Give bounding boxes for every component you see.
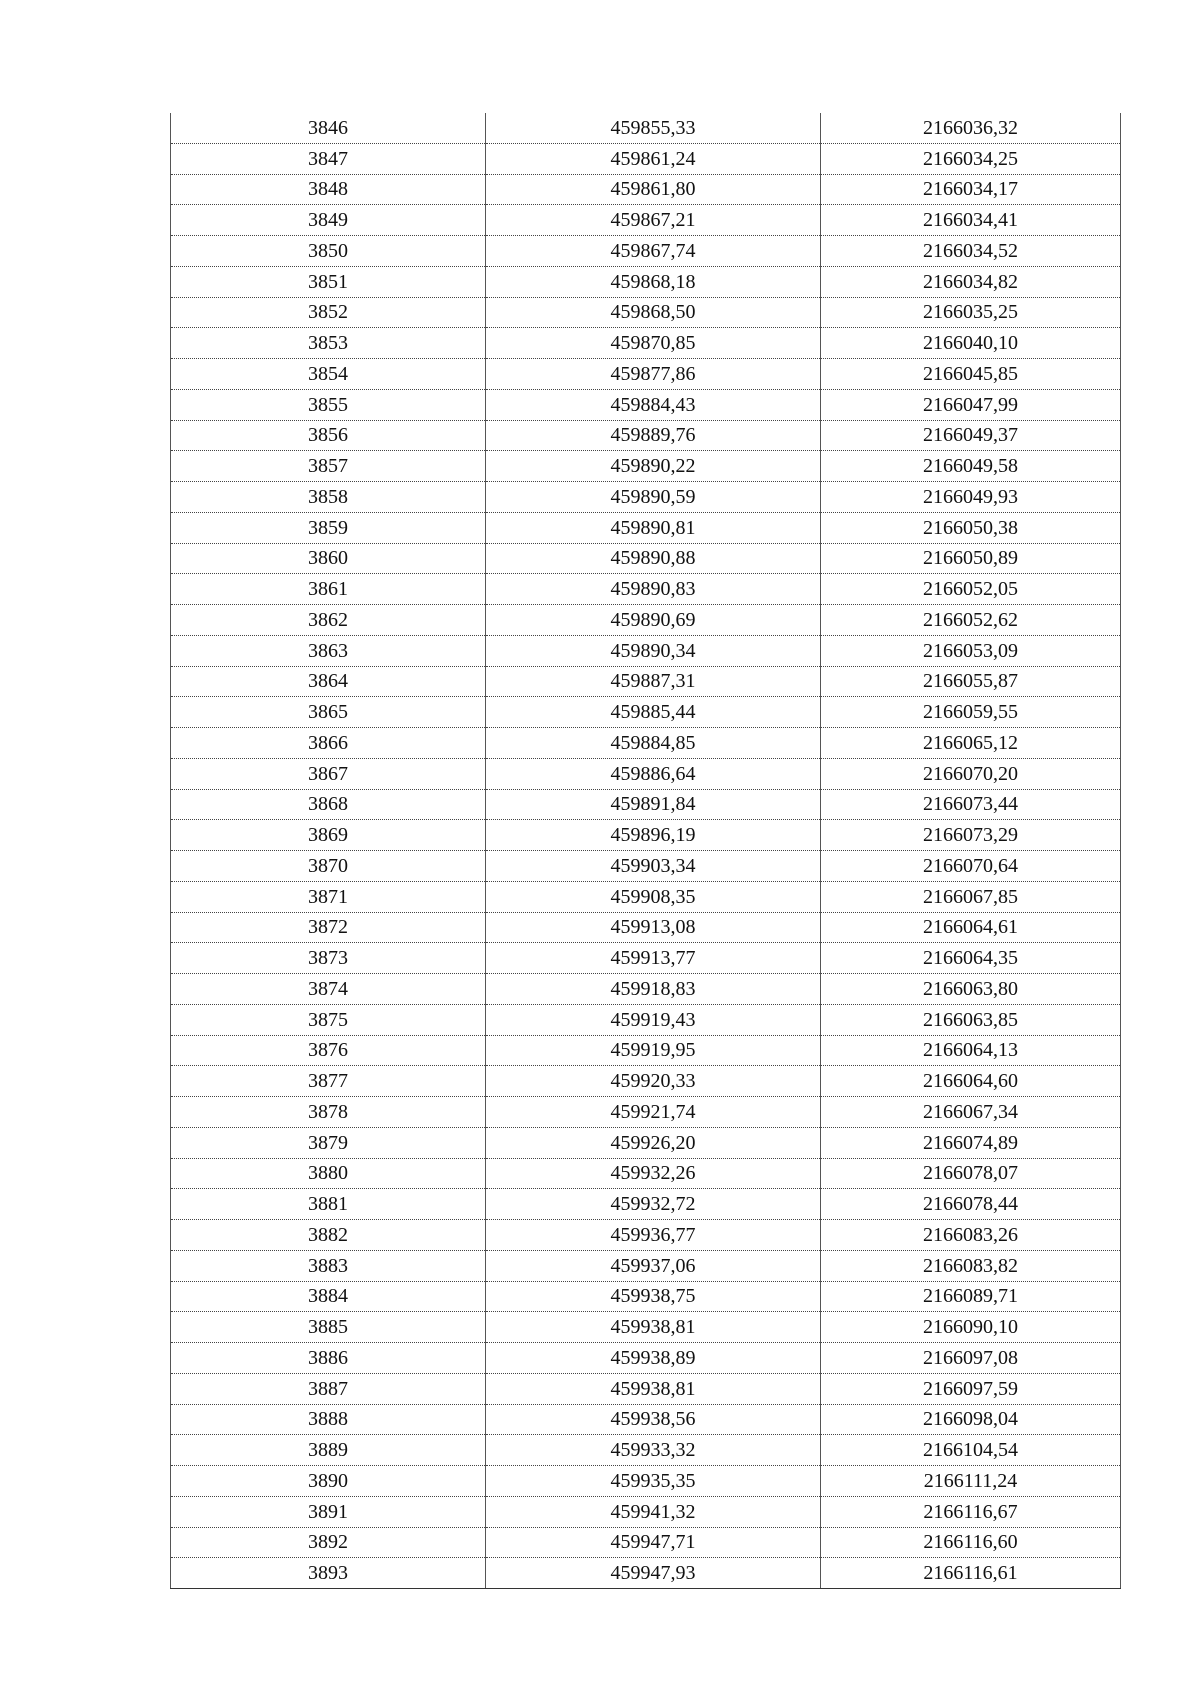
point-number-cell: 3853 — [171, 328, 486, 359]
point-number-cell: 3851 — [171, 266, 486, 297]
y-coordinate-cell: 2166034,82 — [821, 266, 1121, 297]
table-row — [171, 1189, 1121, 1220]
point-number-cell: 3860 — [171, 543, 486, 574]
point-number-cell: 3886 — [171, 1343, 486, 1374]
y-coordinate-cell: 2166047,99 — [821, 389, 1121, 420]
y-coordinate-cell: 2166040,10 — [821, 328, 1121, 359]
point-number-cell: 3887 — [171, 1373, 486, 1404]
y-coordinate-cell: 2166064,61 — [821, 912, 1121, 943]
table-row — [171, 728, 1121, 759]
table-row — [171, 205, 1121, 236]
point-number-cell: 3875 — [171, 1004, 486, 1035]
table-row — [171, 943, 1121, 974]
y-coordinate-cell: 2166064,13 — [821, 1035, 1121, 1066]
table-row — [171, 451, 1121, 482]
y-coordinate-cell: 2166050,89 — [821, 543, 1121, 574]
table-row — [171, 1127, 1121, 1158]
table-row — [171, 1435, 1121, 1466]
y-coordinate-cell: 2166034,17 — [821, 174, 1121, 205]
x-coordinate-cell: 459921,74 — [486, 1097, 821, 1128]
point-number-cell: 3852 — [171, 297, 486, 328]
x-coordinate-cell: 459868,18 — [486, 266, 821, 297]
table-row — [171, 1220, 1121, 1251]
point-number-cell: 3847 — [171, 143, 486, 174]
y-coordinate-cell: 2166049,37 — [821, 420, 1121, 451]
point-number-cell: 3890 — [171, 1466, 486, 1497]
x-coordinate-cell: 459918,83 — [486, 974, 821, 1005]
table-row — [171, 543, 1121, 574]
x-coordinate-cell: 459938,56 — [486, 1404, 821, 1435]
y-coordinate-cell: 2166073,29 — [821, 820, 1121, 851]
table-row — [171, 1250, 1121, 1281]
table-row — [171, 389, 1121, 420]
point-number-cell: 3870 — [171, 851, 486, 882]
y-coordinate-cell: 2166035,25 — [821, 297, 1121, 328]
x-coordinate-cell: 459947,93 — [486, 1558, 821, 1589]
y-coordinate-cell: 2166098,04 — [821, 1404, 1121, 1435]
y-coordinate-cell: 2166083,82 — [821, 1250, 1121, 1281]
x-coordinate-cell: 459932,26 — [486, 1158, 821, 1189]
x-coordinate-cell: 459941,32 — [486, 1496, 821, 1527]
y-coordinate-cell: 2166078,44 — [821, 1189, 1121, 1220]
y-coordinate-cell: 2166064,35 — [821, 943, 1121, 974]
point-number-cell: 3892 — [171, 1527, 486, 1558]
point-number-cell: 3882 — [171, 1220, 486, 1251]
x-coordinate-cell: 459938,89 — [486, 1343, 821, 1374]
y-coordinate-cell: 2166064,60 — [821, 1066, 1121, 1097]
point-number-cell: 3891 — [171, 1496, 486, 1527]
table-row — [171, 328, 1121, 359]
point-number-cell: 3889 — [171, 1435, 486, 1466]
point-number-cell: 3857 — [171, 451, 486, 482]
point-number-cell: 3858 — [171, 482, 486, 513]
point-number-cell: 3885 — [171, 1312, 486, 1343]
x-coordinate-cell: 459947,71 — [486, 1527, 821, 1558]
point-number-cell: 3854 — [171, 359, 486, 390]
table-row — [171, 666, 1121, 697]
point-number-cell: 3856 — [171, 420, 486, 451]
y-coordinate-cell: 2166074,89 — [821, 1127, 1121, 1158]
x-coordinate-cell: 459890,59 — [486, 482, 821, 513]
point-number-cell: 3881 — [171, 1189, 486, 1220]
y-coordinate-cell: 2166111,24 — [821, 1466, 1121, 1497]
y-coordinate-cell: 2166116,67 — [821, 1496, 1121, 1527]
x-coordinate-cell: 459855,33 — [486, 113, 821, 143]
table-row — [171, 851, 1121, 882]
table-row — [171, 1097, 1121, 1128]
x-coordinate-cell: 459867,74 — [486, 236, 821, 267]
x-coordinate-cell: 459926,20 — [486, 1127, 821, 1158]
table-row — [171, 482, 1121, 513]
y-coordinate-cell: 2166065,12 — [821, 728, 1121, 759]
table-row — [171, 512, 1121, 543]
table-row — [171, 1404, 1121, 1435]
table-row — [171, 143, 1121, 174]
y-coordinate-cell: 2166059,55 — [821, 697, 1121, 728]
x-coordinate-cell: 459890,88 — [486, 543, 821, 574]
y-coordinate-cell: 2166053,09 — [821, 635, 1121, 666]
point-number-cell: 3849 — [171, 205, 486, 236]
table-row — [171, 1466, 1121, 1497]
x-coordinate-cell: 459938,81 — [486, 1312, 821, 1343]
table-row — [171, 236, 1121, 267]
point-number-cell: 3867 — [171, 758, 486, 789]
y-coordinate-cell: 2166036,32 — [821, 113, 1121, 143]
y-coordinate-cell: 2166063,85 — [821, 1004, 1121, 1035]
table-row — [171, 1496, 1121, 1527]
point-number-cell: 3863 — [171, 635, 486, 666]
point-number-cell: 3865 — [171, 697, 486, 728]
y-coordinate-cell: 2166090,10 — [821, 1312, 1121, 1343]
table-row — [171, 1158, 1121, 1189]
y-coordinate-cell: 2166078,07 — [821, 1158, 1121, 1189]
x-coordinate-cell: 459884,85 — [486, 728, 821, 759]
y-coordinate-cell: 2166063,80 — [821, 974, 1121, 1005]
point-number-cell: 3893 — [171, 1558, 486, 1589]
point-number-cell: 3876 — [171, 1035, 486, 1066]
table-row — [171, 1312, 1121, 1343]
point-number-cell: 3855 — [171, 389, 486, 420]
table-row — [171, 881, 1121, 912]
y-coordinate-cell: 2166052,05 — [821, 574, 1121, 605]
x-coordinate-cell: 459919,95 — [486, 1035, 821, 1066]
point-number-cell: 3883 — [171, 1250, 486, 1281]
x-coordinate-cell: 459885,44 — [486, 697, 821, 728]
coordinates-table-body — [171, 113, 1121, 1589]
point-number-cell: 3868 — [171, 789, 486, 820]
y-coordinate-cell: 2166055,87 — [821, 666, 1121, 697]
table-row — [171, 1343, 1121, 1374]
table-row — [171, 174, 1121, 205]
x-coordinate-cell: 459890,81 — [486, 512, 821, 543]
x-coordinate-cell: 459908,35 — [486, 881, 821, 912]
y-coordinate-cell: 2166034,41 — [821, 205, 1121, 236]
x-coordinate-cell: 459884,43 — [486, 389, 821, 420]
table-row — [171, 758, 1121, 789]
x-coordinate-cell: 459932,72 — [486, 1189, 821, 1220]
x-coordinate-cell: 459887,31 — [486, 666, 821, 697]
y-coordinate-cell: 2166073,44 — [821, 789, 1121, 820]
x-coordinate-cell: 459886,64 — [486, 758, 821, 789]
table-row — [171, 605, 1121, 636]
x-coordinate-cell: 459890,34 — [486, 635, 821, 666]
table-row — [171, 974, 1121, 1005]
table-row — [171, 266, 1121, 297]
point-number-cell: 3873 — [171, 943, 486, 974]
table-row — [171, 359, 1121, 390]
x-coordinate-cell: 459937,06 — [486, 1250, 821, 1281]
y-coordinate-cell: 2166116,61 — [821, 1558, 1121, 1589]
y-coordinate-cell: 2166052,62 — [821, 605, 1121, 636]
point-number-cell: 3866 — [171, 728, 486, 759]
point-number-cell: 3879 — [171, 1127, 486, 1158]
x-coordinate-cell: 459920,33 — [486, 1066, 821, 1097]
x-coordinate-cell: 459870,85 — [486, 328, 821, 359]
point-number-cell: 3877 — [171, 1066, 486, 1097]
x-coordinate-cell: 459936,77 — [486, 1220, 821, 1251]
point-number-cell: 3864 — [171, 666, 486, 697]
y-coordinate-cell: 2166083,26 — [821, 1220, 1121, 1251]
y-coordinate-cell: 2166097,59 — [821, 1373, 1121, 1404]
table-row — [171, 789, 1121, 820]
table-row — [171, 820, 1121, 851]
x-coordinate-cell: 459891,84 — [486, 789, 821, 820]
x-coordinate-cell: 459889,76 — [486, 420, 821, 451]
y-coordinate-cell: 2166045,85 — [821, 359, 1121, 390]
x-coordinate-cell: 459938,75 — [486, 1281, 821, 1312]
x-coordinate-cell: 459913,08 — [486, 912, 821, 943]
x-coordinate-cell: 459933,32 — [486, 1435, 821, 1466]
x-coordinate-cell: 459861,24 — [486, 143, 821, 174]
point-number-cell: 3850 — [171, 236, 486, 267]
point-number-cell: 3872 — [171, 912, 486, 943]
table-row — [171, 635, 1121, 666]
point-number-cell: 3862 — [171, 605, 486, 636]
x-coordinate-cell: 459868,50 — [486, 297, 821, 328]
table-row — [171, 1066, 1121, 1097]
point-number-cell: 3888 — [171, 1404, 486, 1435]
x-coordinate-cell: 459890,22 — [486, 451, 821, 482]
point-number-cell: 3880 — [171, 1158, 486, 1189]
table-row — [171, 420, 1121, 451]
coordinates-table — [170, 113, 1121, 1589]
table-row — [171, 697, 1121, 728]
y-coordinate-cell: 2166104,54 — [821, 1435, 1121, 1466]
x-coordinate-cell: 459890,83 — [486, 574, 821, 605]
y-coordinate-cell: 2166070,64 — [821, 851, 1121, 882]
table-row — [171, 1035, 1121, 1066]
y-coordinate-cell: 2166089,71 — [821, 1281, 1121, 1312]
point-number-cell: 3878 — [171, 1097, 486, 1128]
point-number-cell: 3874 — [171, 974, 486, 1005]
x-coordinate-cell: 459867,21 — [486, 205, 821, 236]
table-row — [171, 297, 1121, 328]
y-coordinate-cell: 2166067,85 — [821, 881, 1121, 912]
x-coordinate-cell: 459913,77 — [486, 943, 821, 974]
y-coordinate-cell: 2166067,34 — [821, 1097, 1121, 1128]
x-coordinate-cell: 459919,43 — [486, 1004, 821, 1035]
table-row — [171, 1558, 1121, 1589]
y-coordinate-cell: 2166034,52 — [821, 236, 1121, 267]
point-number-cell: 3869 — [171, 820, 486, 851]
x-coordinate-cell: 459890,69 — [486, 605, 821, 636]
x-coordinate-cell: 459935,35 — [486, 1466, 821, 1497]
table-row — [171, 1373, 1121, 1404]
x-coordinate-cell: 459903,34 — [486, 851, 821, 882]
point-number-cell: 3884 — [171, 1281, 486, 1312]
table-row — [171, 1004, 1121, 1035]
table-row — [171, 574, 1121, 605]
table-row — [171, 1281, 1121, 1312]
table-row — [171, 912, 1121, 943]
point-number-cell: 3859 — [171, 512, 486, 543]
point-number-cell: 3848 — [171, 174, 486, 205]
x-coordinate-cell: 459877,86 — [486, 359, 821, 390]
y-coordinate-cell: 2166034,25 — [821, 143, 1121, 174]
y-coordinate-cell: 2166097,08 — [821, 1343, 1121, 1374]
y-coordinate-cell: 2166049,93 — [821, 482, 1121, 513]
table-row — [171, 113, 1121, 143]
x-coordinate-cell: 459861,80 — [486, 174, 821, 205]
table-row — [171, 1527, 1121, 1558]
point-number-cell: 3861 — [171, 574, 486, 605]
y-coordinate-cell: 2166050,38 — [821, 512, 1121, 543]
x-coordinate-cell: 459896,19 — [486, 820, 821, 851]
y-coordinate-cell: 2166070,20 — [821, 758, 1121, 789]
y-coordinate-cell: 2166116,60 — [821, 1527, 1121, 1558]
y-coordinate-cell: 2166049,58 — [821, 451, 1121, 482]
point-number-cell: 3846 — [171, 113, 486, 143]
x-coordinate-cell: 459938,81 — [486, 1373, 821, 1404]
point-number-cell: 3871 — [171, 881, 486, 912]
